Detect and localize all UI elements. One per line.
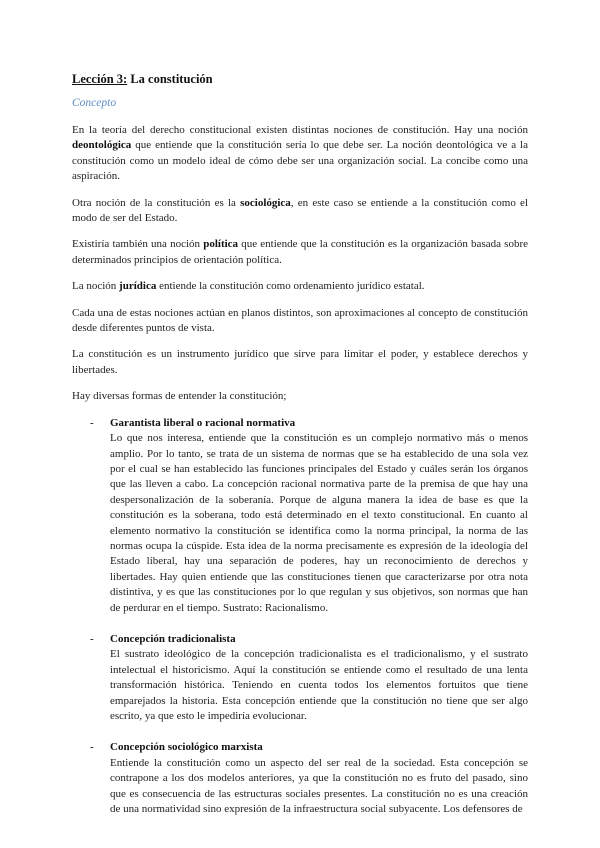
paragraph-5: Cada una de estas nociones actúan en planos distintos, son aproximaciones al concepto de constitución desde diferentes puntos de vista. bbox=[72, 306, 528, 335]
title-rest: La constitución bbox=[127, 72, 213, 86]
list-bullet: - bbox=[90, 741, 94, 754]
term-politica: política bbox=[203, 238, 239, 251]
paragraph-3-text-a: Existiría también una noción bbox=[72, 238, 204, 251]
list-bullet: - bbox=[90, 416, 94, 429]
list-item-text: Lo que nos interesa, entiende que la constitución es un complejo normativo más o menos amplio. Por lo tanto, se trata de un sistema de normas que se ha establecido de una sola vez por el cual se han establecido las funciones principales del Estado y cuáles serán los órganos que las lleven a cabo. La concepción racional normativa parte de la premisa de que hay una despersonalización de la soberanía. Porque de alguna manera la idea de base es que la constitución es la soberana, todo está determinado en el texto constitucional. En cuanto al elemento normativo la constitución se identifica como la norma principal, la norma de las normas ocupa la cúspide. Esta idea de la norma precisamente es expresión de la ideología del Estado liberal, hay una separación de poderes, hay un reconocimiento de derechos y libertades. Hay quien entiende que las constituciones tienen que caracterizarse por otra nota distintiva, y es que las constituciones por lo que regulan y sus objetivos, son normas que han de perdurar en el tiempo. Sustrato: Racionalismo. bbox=[110, 432, 528, 614]
paragraph-6: La constitución es un instrumento jurídico que sirve para limitar el poder, y establece derechos y libertades. bbox=[72, 348, 528, 376]
paragraph-1-text-a: En la teoría del derecho constitucional existen distintas nociones de constitución. Hay una noción bbox=[72, 124, 528, 136]
paragraph-2-text-c: , en este caso se entiende a la constitución como el modo de ser del Estado. bbox=[72, 196, 528, 225]
paragraph-4-text-c: entiende la constitución como ordenamiento jurídico estatal. bbox=[156, 280, 425, 293]
paragraph-1 bbox=[72, 123, 528, 185]
list-item-heading: Concepción tradicionalista bbox=[110, 632, 236, 645]
term-juridica: jurídica bbox=[119, 280, 157, 293]
paragraph-4-text-a: La noción bbox=[72, 280, 120, 293]
page-title bbox=[72, 72, 213, 87]
paragraph-7: Hay diversas formas de entender la constitución; bbox=[72, 390, 287, 403]
title-prefix: Lección 3: bbox=[72, 72, 128, 86]
list-item bbox=[72, 740, 528, 817]
list-item bbox=[72, 416, 528, 616]
list-item-heading: Concepción sociológico marxista bbox=[110, 741, 263, 754]
term-sociologica: sociológica bbox=[240, 196, 291, 209]
list-bullet: - bbox=[90, 632, 94, 645]
list-item-heading: Garantista liberal o racional normativa bbox=[110, 416, 296, 429]
paragraph-3-text-c: que entiende que la constitución es la organización basada sobre determinados principios de orientación política. bbox=[72, 238, 528, 266]
section-subtitle: Concepto bbox=[72, 97, 117, 109]
paragraph-1-text-c: que entiende que la constitución sería lo que debe ser. La noción deontológica ve a la constitución como un modelo ideal de cómo debe ser una organización social. La concibe como una aspiración. bbox=[72, 139, 528, 183]
list-item-text: Entiende la constitución como un aspecto del ser real de la sociedad. Esta concepción se contrapone a los dos modelos anteriores, ya que la constitución no es fruto del pasado, sino que es consecuencia de las estructuras sociales presentes. La constitución no es una creación de una normatividad sino expresión de la infraestructura social subyacente. Los defensores de bbox=[110, 756, 528, 816]
paragraph-2-text-a: Otra noción de la constitución es la bbox=[72, 196, 241, 209]
paragraph-3 bbox=[72, 237, 528, 268]
list-item bbox=[72, 632, 528, 724]
paragraph-2 bbox=[72, 196, 528, 227]
document-body bbox=[72, 123, 528, 833]
term-deontologica: deontológica bbox=[72, 139, 132, 152]
list-item-text: El sustrato ideológico de la concepción tradicionalista es el tradicionalismo, y el sustrato intelectual el historicismo. Aquí la constitución se entiende como el resultado de una lenta transformación histórica. Teniendo en cuenta todos los elementos fortuitos que tiene emparejados la historia. Esta concepción entiende que la constitución no tiene que ser algo escrito, ya que esto le impediría evolucionar. bbox=[110, 648, 528, 722]
paragraph-4 bbox=[72, 279, 528, 294]
